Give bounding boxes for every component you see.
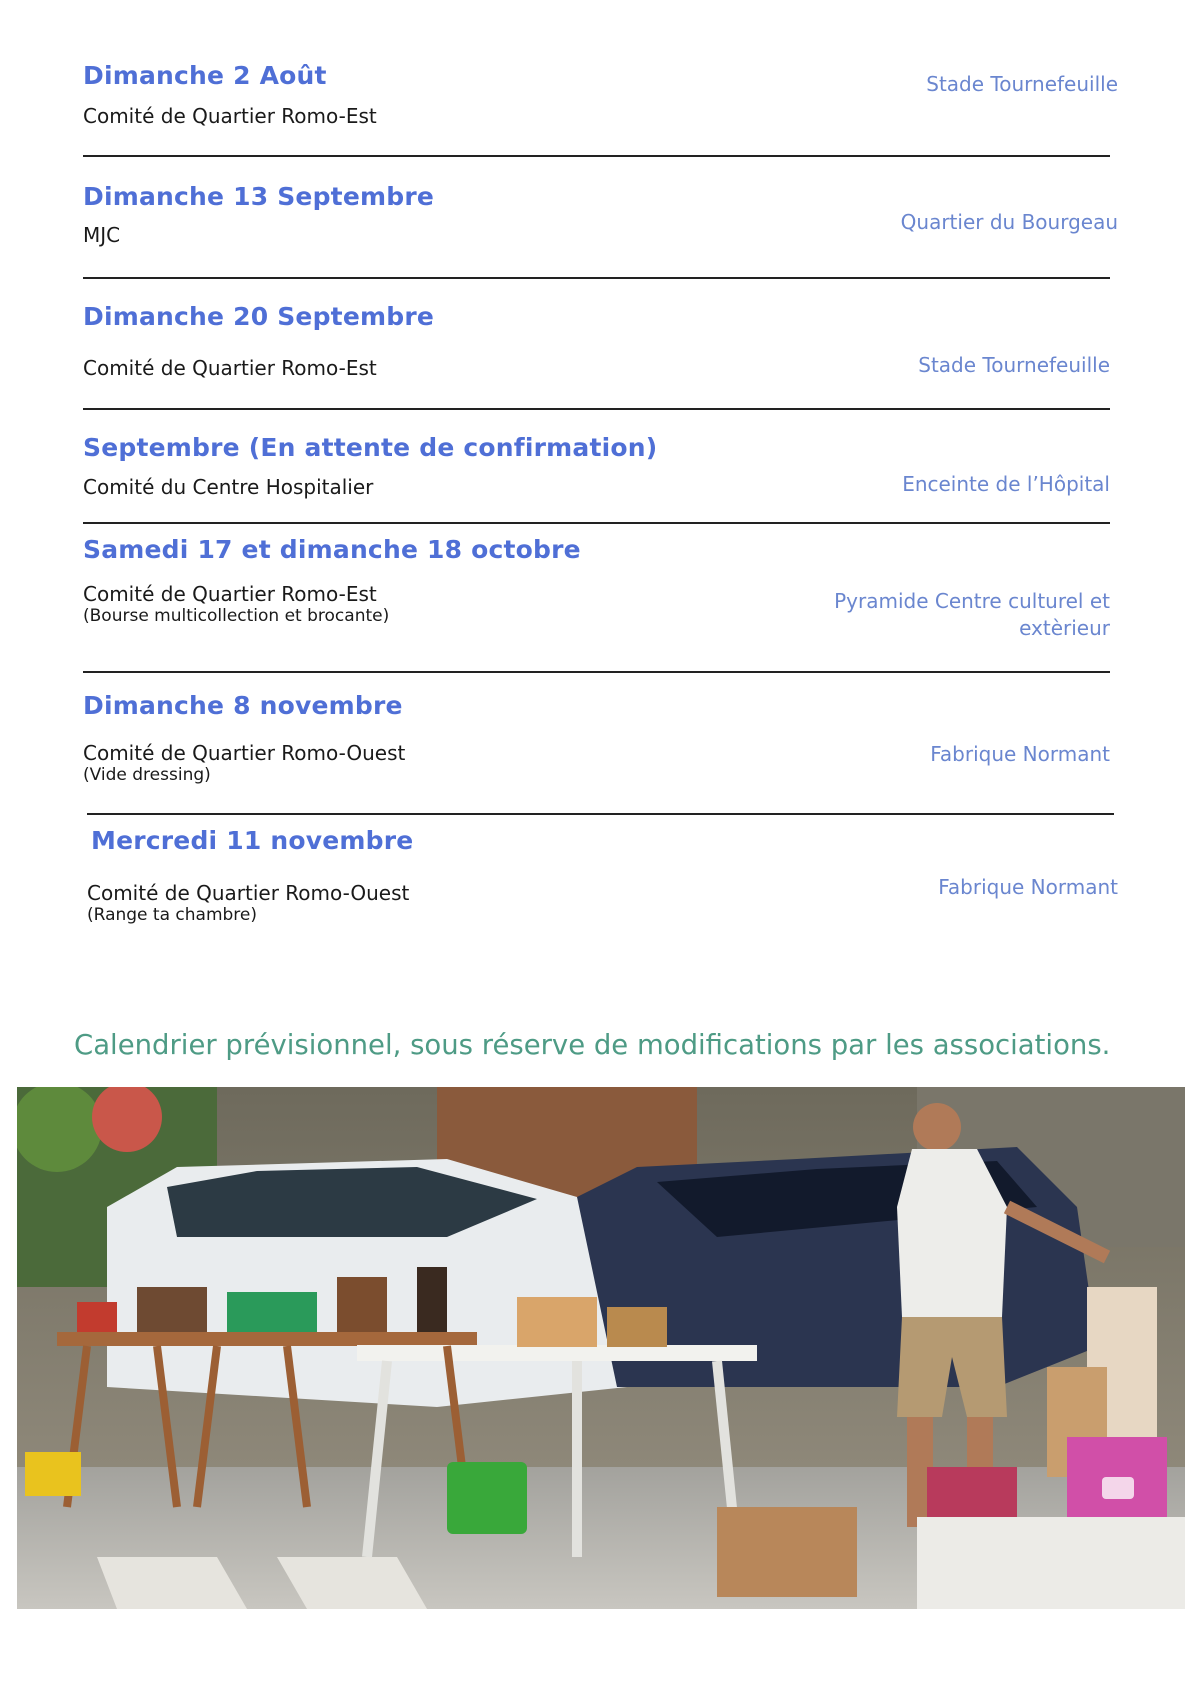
event-title: Dimanche 2 Août xyxy=(83,61,327,90)
calendar-footnote: Calendrier prévisionnel, sous réserve de modifications par les associations. xyxy=(74,1029,1111,1061)
divider xyxy=(83,522,1110,524)
divider xyxy=(83,671,1110,673)
event-title: Septembre (En attente de confirmation) xyxy=(83,433,658,462)
event-title: Mercredi 11 novembre xyxy=(91,826,414,855)
event-organizer: MJC xyxy=(83,223,121,247)
event-note: (Vide dressing) xyxy=(83,765,211,785)
event-place: Enceinte de l’Hôpital xyxy=(902,472,1110,496)
event-place: Fabrique Normant xyxy=(930,742,1110,766)
event-title: Dimanche 13 Septembre xyxy=(83,182,435,211)
divider xyxy=(87,813,1114,815)
event-title: Dimanche 20 Septembre xyxy=(83,302,435,331)
event-organizer: Comité de Quartier Romo-Ouest xyxy=(87,881,410,905)
event-organizer: Comité de Quartier Romo-Est xyxy=(83,582,377,606)
event-place: Quartier du Bourgeau xyxy=(900,210,1118,234)
event-organizer: Comité du Centre Hospitalier xyxy=(83,475,374,499)
event-place: Fabrique Normant xyxy=(938,875,1118,899)
flea-market-photo xyxy=(17,1087,1185,1609)
event-organizer: Comité de Quartier Romo-Est xyxy=(83,104,377,128)
divider xyxy=(83,155,1110,157)
event-organizer: Comité de Quartier Romo-Est xyxy=(83,356,377,380)
event-note: (Range ta chambre) xyxy=(87,905,257,925)
event-place-line2: extèrieur xyxy=(1019,616,1110,640)
event-title: Dimanche 8 novembre xyxy=(83,691,403,720)
divider xyxy=(83,277,1110,279)
event-note: (Bourse multicollection et brocante) xyxy=(83,606,390,626)
event-place: Stade Tournefeuille xyxy=(926,72,1118,96)
event-place: Stade Tournefeuille xyxy=(918,353,1110,377)
event-organizer: Comité de Quartier Romo-Ouest xyxy=(83,741,406,765)
event-title: Samedi 17 et dimanche 18 octobre xyxy=(83,535,581,564)
event-place-line1: Pyramide Centre culturel et xyxy=(834,589,1110,613)
divider xyxy=(83,408,1110,410)
